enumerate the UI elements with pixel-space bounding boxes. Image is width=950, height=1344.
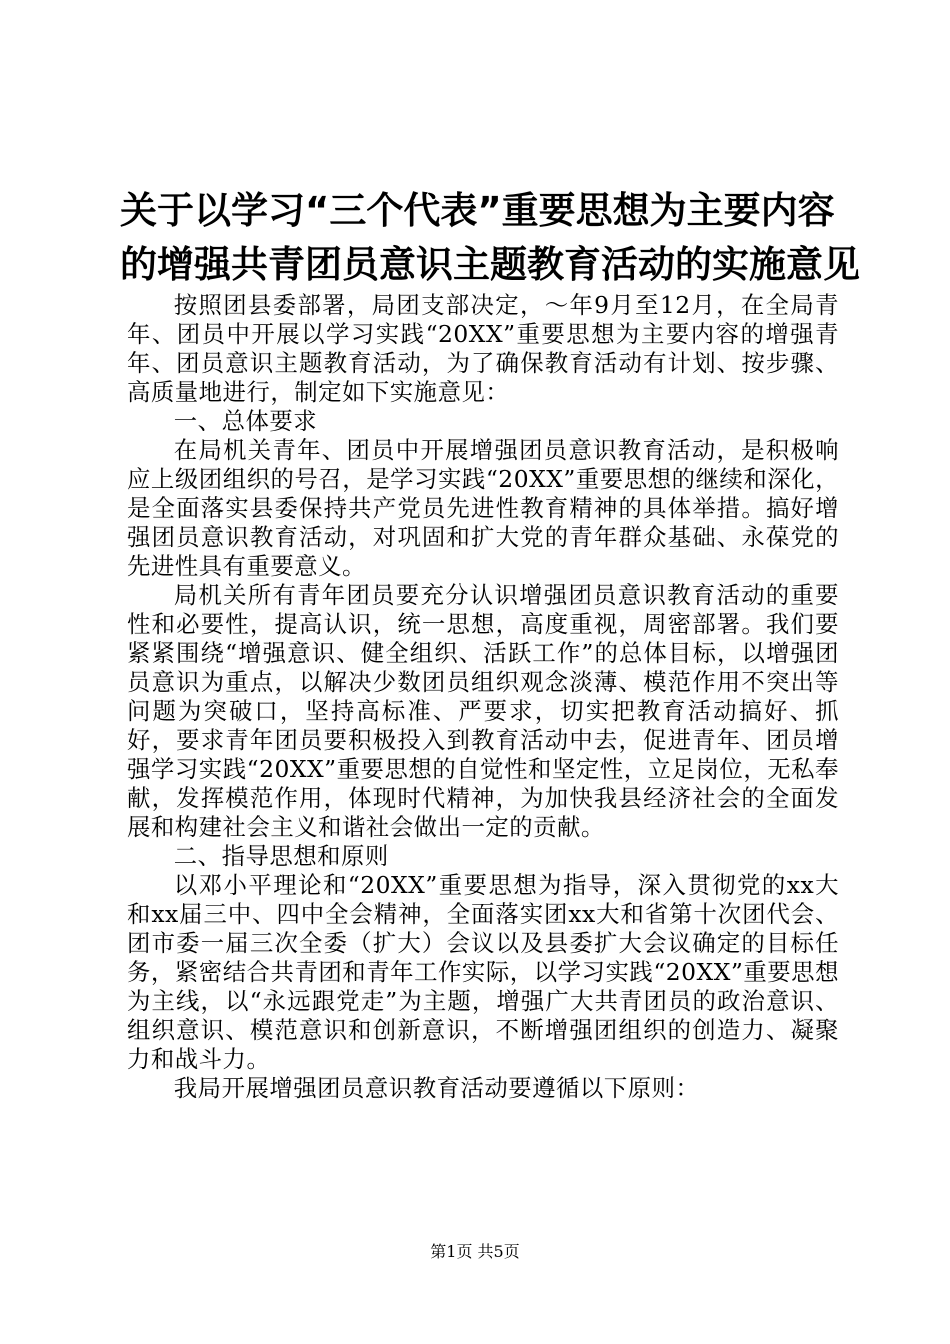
document-title-line-1: 关于以学习“三个代表”重要思想为主要内容	[120, 189, 835, 232]
paragraph-section2-a: 以邓小平理论和“20XX”重要思想为指导，深入贯彻党的xx大和xx届三中、四中全会精神，全面落实团xx大和省第十次团代会、团市委一届三次全委（扩大）会议以及县委扩大会议确定的目标任务，紧密结合共青团和青年工作实际，以学习实践“20XX”重要思想为主线，以“永远跟党走”为主题，增强广大共青团员的政治意识、组织意识、模范意识和创新意识，不断增强团组织的创造力、凝聚力和战斗力。	[127, 871, 839, 1073]
paragraph-section2-b: 我局开展增强团员意识教育活动要遵循以下原则：	[173, 1074, 700, 1102]
paragraph-intro: 按照团县委部署，局团支部决定，～年9月至12月，在全局青年、团员中开展以学习实践“20XX”重要思想为主要内容的增强青年、团员意识主题教育活动，为了确保教育活动有计划、按步骤、高质量地进行，制定如下实施意见：	[127, 291, 839, 406]
document-body	[127, 291, 839, 1103]
section-heading-1: 一、总体要求	[173, 407, 318, 435]
document-title-line-2: 的增强共青团员意识主题教育活动的实施意见	[120, 243, 860, 286]
section-heading-2: 二、指导思想和原则	[173, 842, 389, 870]
paragraph-section1-b: 局机关所有青年团员要充分认识增强团员意识教育活动的重要性和必要性，提高认识，统一思想，高度重视，周密部署。我们要紧紧围绕“增强意识、健全组织、活跃工作”的总体目标，以增强团员意识为重点，以解决少数团员组织观念淡薄、模范作用不突出等问题为突破口，坚持高标准、严要求，切实把教育活动搞好、抓好，要求青年团员要积极投入到教育活动中去，促进青年、团员增强学习实践“20XX”重要思想的自觉性和坚定性，立足岗位，无私奉献，发挥模范作用，体现时代精神，为加快我县经济社会的全面发展和构建社会主义和谐社会做出一定的贡献。	[127, 581, 839, 841]
page-number-footer: 第1页 共5页	[430, 1242, 520, 1261]
paragraph-section1-a: 在局机关青年、团员中开展增强团员意识教育活动，是积极响应上级团组织的号召，是学习实践“20XX”重要思想的继续和深化，是全面落实县委保持共产党员先进性教育精神的具体举措。搞好增强团员意识教育活动，对巩固和扩大党的青年群众基础、永葆党的先进性具有重要意义。	[127, 436, 839, 580]
